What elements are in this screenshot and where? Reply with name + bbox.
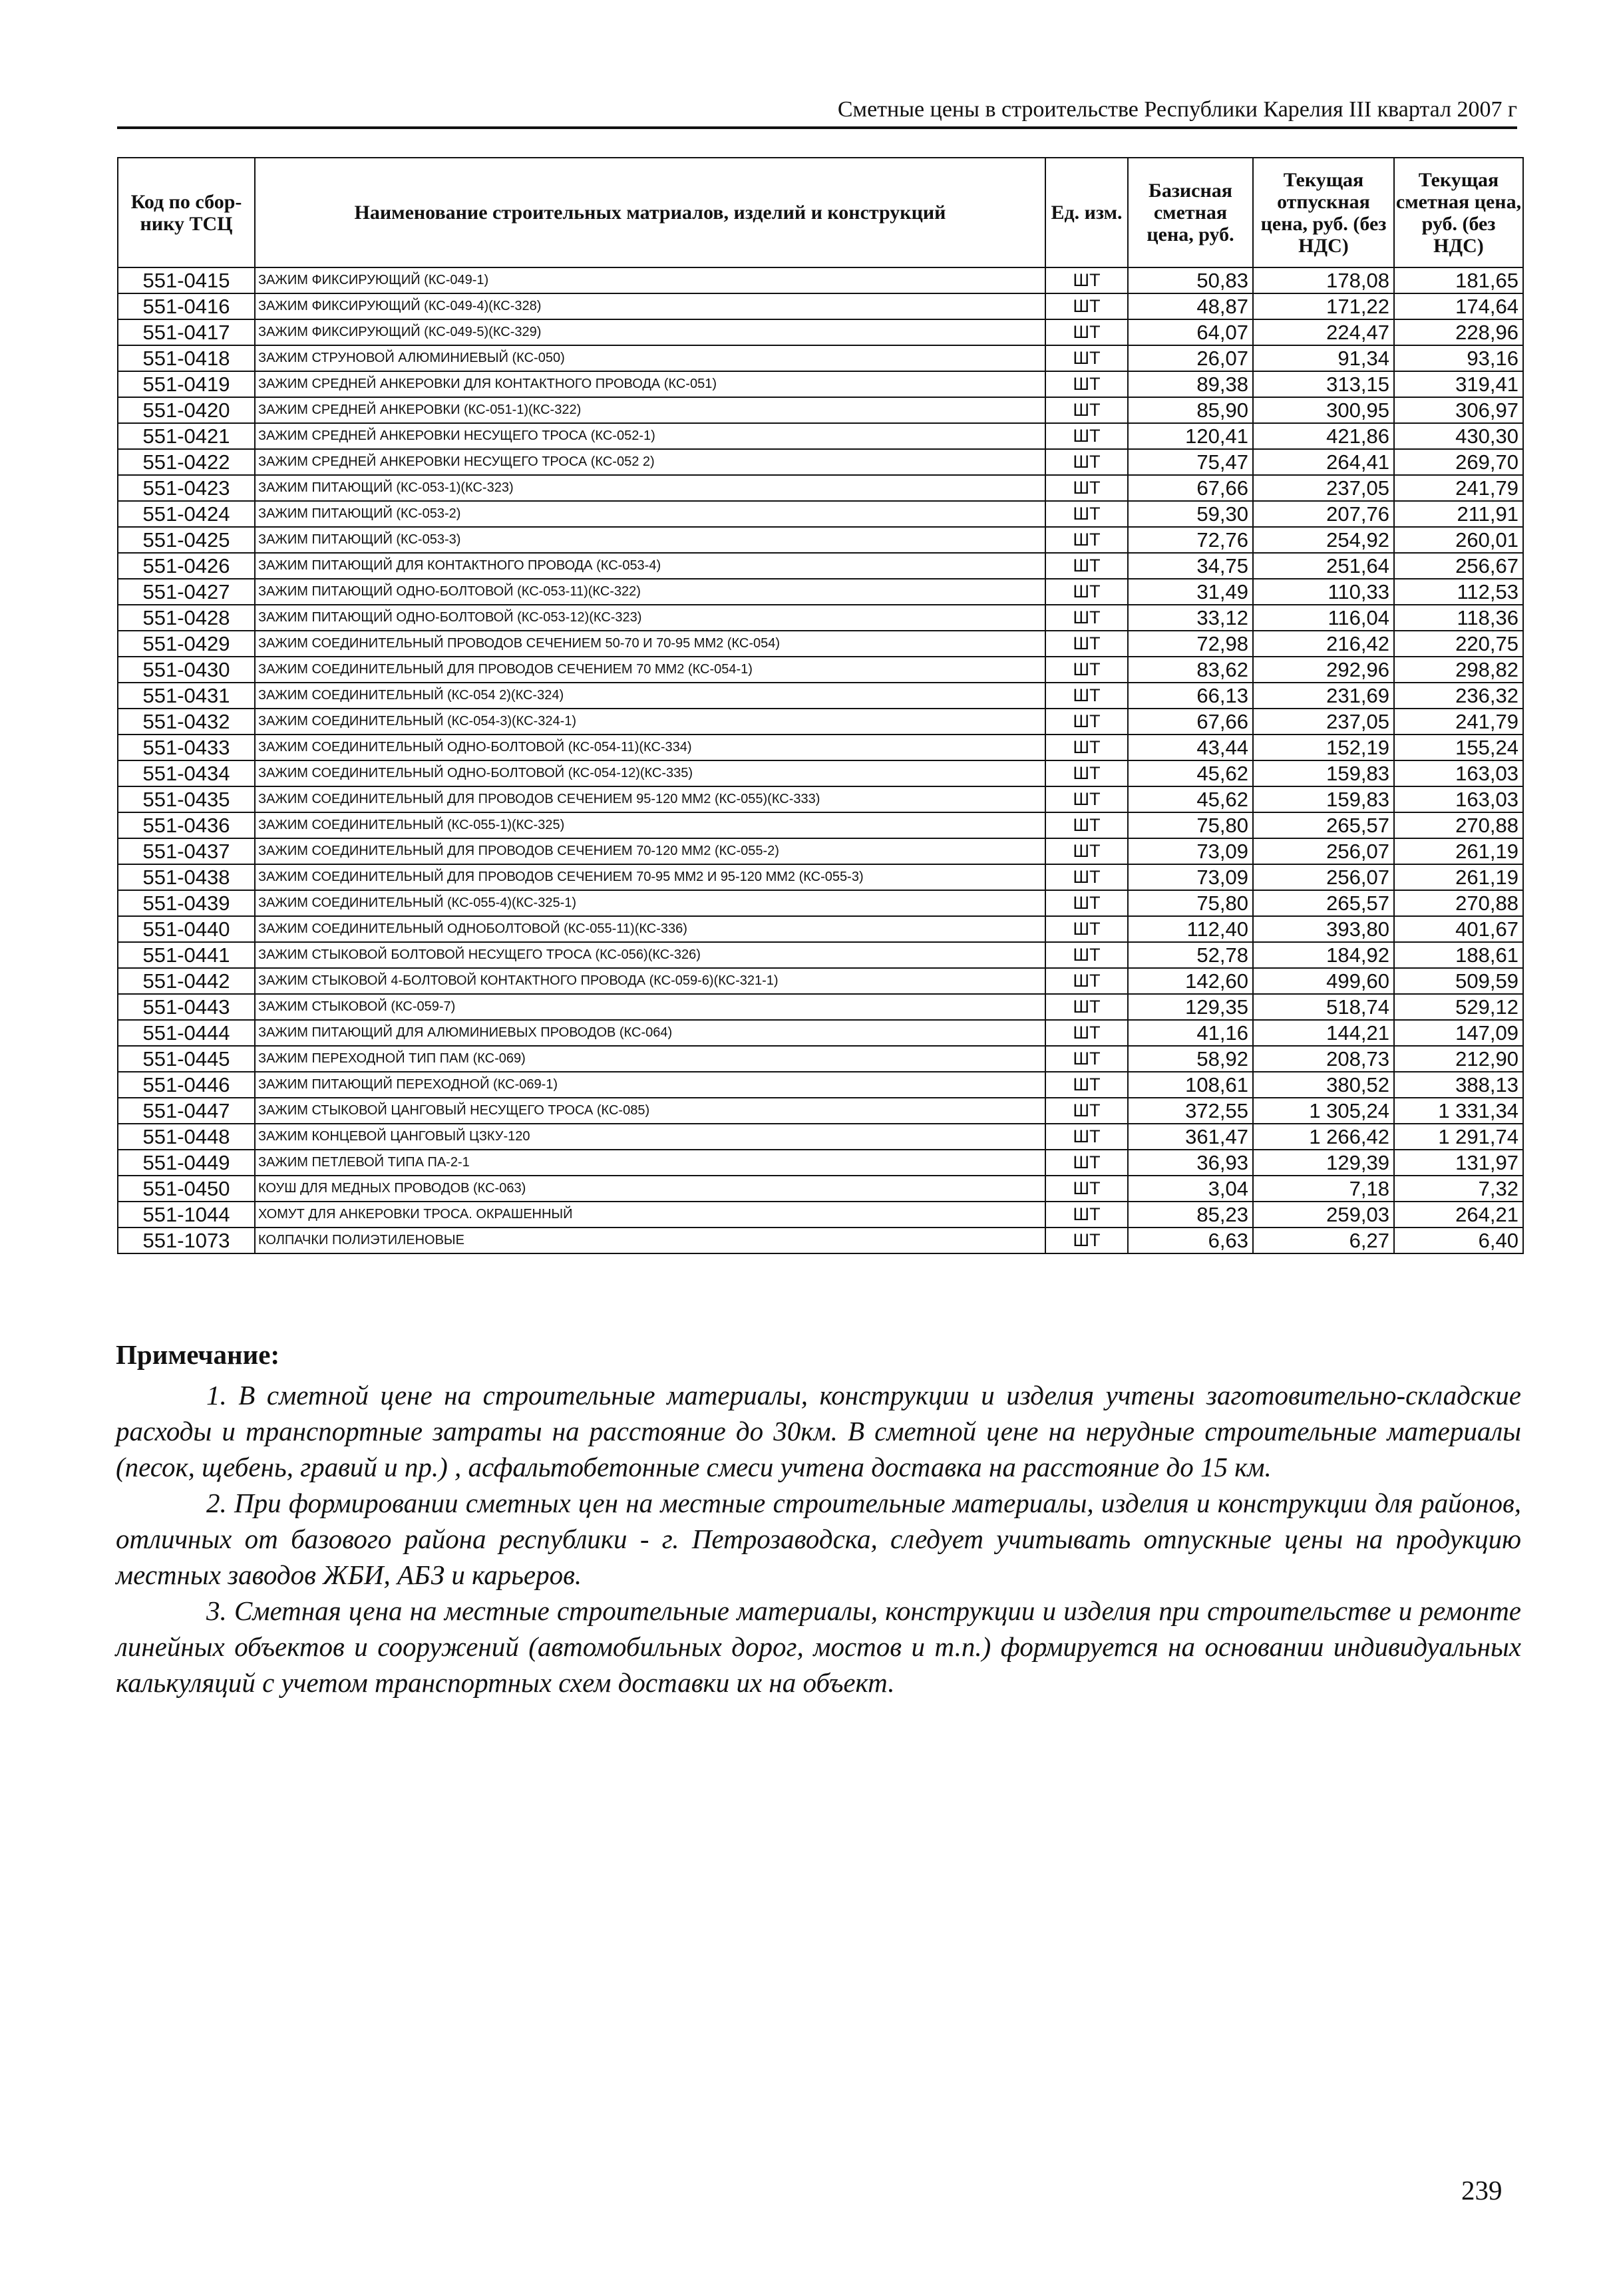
cell-estimate-price: 212,90	[1394, 1046, 1523, 1072]
cell-base-price: 85,23	[1128, 1202, 1253, 1228]
cell-base-price: 75,80	[1128, 812, 1253, 838]
table-row	[118, 1072, 1523, 1098]
cell-release-price: 216,42	[1253, 631, 1394, 657]
cell-code: 551-0429	[118, 631, 255, 657]
cell-name: ЗАЖИМ СРЕДНЕЙ АНКЕРОВКИ НЕСУЩЕГО ТРОСА (КС-052 2)	[255, 449, 1045, 475]
cell-release-price: 256,07	[1253, 864, 1394, 890]
cell-code: 551-0423	[118, 475, 255, 501]
cell-estimate-price: 163,03	[1394, 786, 1523, 812]
cell-release-price: 208,73	[1253, 1046, 1394, 1072]
table-row	[118, 527, 1523, 553]
cell-release-price: 159,83	[1253, 760, 1394, 786]
cell-estimate-price: 430,30	[1394, 423, 1523, 449]
cell-base-price: 48,87	[1128, 293, 1253, 319]
cell-unit: ШТ	[1045, 1072, 1128, 1098]
cell-name: ЗАЖИМ ПИТАЮЩИЙ (КС-053-3)	[255, 527, 1045, 553]
cell-estimate-price: 112,53	[1394, 579, 1523, 605]
cell-estimate-price: 93,16	[1394, 345, 1523, 371]
cell-unit: ШТ	[1045, 916, 1128, 942]
cell-release-price: 116,04	[1253, 605, 1394, 631]
table-row	[118, 449, 1523, 475]
cell-code: 551-0421	[118, 423, 255, 449]
cell-code: 551-0445	[118, 1046, 255, 1072]
cell-unit: ШТ	[1045, 786, 1128, 812]
column-header-name: Наименование строительных матриалов, изделий и конструкций	[255, 158, 1045, 267]
table-header-row	[118, 158, 1523, 267]
cell-release-price: 380,52	[1253, 1072, 1394, 1098]
cell-release-price: 259,03	[1253, 1202, 1394, 1228]
cell-code: 551-0438	[118, 864, 255, 890]
cell-base-price: 67,66	[1128, 475, 1253, 501]
cell-base-price: 83,62	[1128, 657, 1253, 683]
cell-base-price: 52,78	[1128, 942, 1253, 968]
cell-unit: ШТ	[1045, 1046, 1128, 1072]
cell-release-price: 231,69	[1253, 683, 1394, 709]
cell-unit: ШТ	[1045, 371, 1128, 397]
cell-estimate-price: 529,12	[1394, 994, 1523, 1020]
cell-base-price: 31,49	[1128, 579, 1253, 605]
cell-unit: ШТ	[1045, 267, 1128, 293]
cell-code: 551-0440	[118, 916, 255, 942]
cell-unit: ШТ	[1045, 1098, 1128, 1124]
column-header-unit: Ед. изм.	[1045, 158, 1128, 267]
cell-base-price: 26,07	[1128, 345, 1253, 371]
cell-release-price: 91,34	[1253, 345, 1394, 371]
cell-estimate-price: 118,36	[1394, 605, 1523, 631]
cell-name: ЗАЖИМ СТРУНОВОЙ АЛЮМИНИЕВЫЙ (КС-050)	[255, 345, 1045, 371]
cell-name: ЗАЖИМ СОЕДИНИТЕЛЬНЫЙ ДЛЯ ПРОВОДОВ СЕЧЕНИЕМ 95-120 ММ2 (КС-055)(КС-333)	[255, 786, 1045, 812]
cell-code: 551-1073	[118, 1228, 255, 1253]
cell-base-price: 59,30	[1128, 501, 1253, 527]
cell-name: КОЛПАЧКИ ПОЛИЭТИЛЕНОВЫЕ	[255, 1228, 1045, 1253]
cell-name: ЗАЖИМ ФИКСИРУЮЩИЙ (КС-049-4)(КС-328)	[255, 293, 1045, 319]
cell-release-price: 499,60	[1253, 968, 1394, 994]
cell-code: 551-0441	[118, 942, 255, 968]
cell-code: 551-0433	[118, 735, 255, 760]
cell-estimate-price: 241,79	[1394, 709, 1523, 735]
cell-code: 551-0416	[118, 293, 255, 319]
cell-estimate-price: 188,61	[1394, 942, 1523, 968]
cell-estimate-price: 261,19	[1394, 864, 1523, 890]
cell-name: ЗАЖИМ СТЫКОВОЙ ЦАНГОВЫЙ НЕСУЩЕГО ТРОСА (КС-085)	[255, 1098, 1045, 1124]
cell-release-price: 300,95	[1253, 397, 1394, 423]
cell-release-price: 251,64	[1253, 553, 1394, 579]
cell-name: ЗАЖИМ СОЕДИНИТЕЛЬНЫЙ ОДНО-БОЛТОВОЙ (КС-054-11)(КС-334)	[255, 735, 1045, 760]
cell-code: 551-0443	[118, 994, 255, 1020]
cell-unit: ШТ	[1045, 683, 1128, 709]
cell-code: 551-0419	[118, 371, 255, 397]
cell-base-price: 129,35	[1128, 994, 1253, 1020]
table-row	[118, 1124, 1523, 1150]
cell-estimate-price: 211,91	[1394, 501, 1523, 527]
table-row	[118, 890, 1523, 916]
cell-release-price: 421,86	[1253, 423, 1394, 449]
cell-base-price: 372,55	[1128, 1098, 1253, 1124]
cell-name: ЗАЖИМ ПИТАЮЩИЙ (КС-053-1)(КС-323)	[255, 475, 1045, 501]
cell-code: 551-0425	[118, 527, 255, 553]
cell-code: 551-0424	[118, 501, 255, 527]
cell-unit: ШТ	[1045, 319, 1128, 345]
cell-code: 551-0444	[118, 1020, 255, 1046]
cell-base-price: 67,66	[1128, 709, 1253, 735]
cell-unit: ШТ	[1045, 812, 1128, 838]
cell-code: 551-0442	[118, 968, 255, 994]
note-item: 2. При формировании сметных цен на местные строительные материалы, изделия и конструкции для районов, отличных от базового района республики - г. Петрозаводска, следует учитывать отпускные цены на продукцию местных заводов ЖБИ, АБЗ и карьеров.	[116, 1488, 1521, 1590]
cell-base-price: 33,12	[1128, 605, 1253, 631]
cell-release-price: 265,57	[1253, 890, 1394, 916]
table-row	[118, 657, 1523, 683]
cell-unit: ШТ	[1045, 942, 1128, 968]
cell-name: ЗАЖИМ СОЕДИНИТЕЛЬНЫЙ ОДНО-БОЛТОВОЙ (КС-054-12)(КС-335)	[255, 760, 1045, 786]
cell-name: КОУШ ДЛЯ МЕДНЫХ ПРОВОДОВ (КС-063)	[255, 1176, 1045, 1202]
cell-name: ЗАЖИМ СРЕДНЕЙ АНКЕРОВКИ НЕСУЩЕГО ТРОСА (КС-052-1)	[255, 423, 1045, 449]
cell-name: ЗАЖИМ ПИТАЮЩИЙ ПЕРЕХОДНОЙ (КС-069-1)	[255, 1072, 1045, 1098]
cell-unit: ШТ	[1045, 709, 1128, 735]
cell-release-price: 1 305,24	[1253, 1098, 1394, 1124]
cell-unit: ШТ	[1045, 994, 1128, 1020]
table-row	[118, 267, 1523, 293]
cell-unit: ШТ	[1045, 864, 1128, 890]
table-row	[118, 683, 1523, 709]
table-row	[118, 423, 1523, 449]
table-row	[118, 1202, 1523, 1228]
cell-estimate-price: 270,88	[1394, 812, 1523, 838]
cell-unit: ШТ	[1045, 293, 1128, 319]
table-row	[118, 345, 1523, 371]
cell-base-price: 6,63	[1128, 1228, 1253, 1253]
cell-unit: ШТ	[1045, 1202, 1128, 1228]
cell-code: 551-0439	[118, 890, 255, 916]
cell-unit: ШТ	[1045, 527, 1128, 553]
cell-code: 551-0431	[118, 683, 255, 709]
cell-base-price: 45,62	[1128, 760, 1253, 786]
cell-base-price: 58,92	[1128, 1046, 1253, 1072]
cell-release-price: 224,47	[1253, 319, 1394, 345]
cell-code: 551-0447	[118, 1098, 255, 1124]
cell-estimate-price: 181,65	[1394, 267, 1523, 293]
cell-release-price: 256,07	[1253, 838, 1394, 864]
cell-base-price: 72,76	[1128, 527, 1253, 553]
cell-name: ЗАЖИМ СОЕДИНИТЕЛЬНЫЙ (КС-054-3)(КС-324-1)	[255, 709, 1045, 735]
cell-release-price: 393,80	[1253, 916, 1394, 942]
table-row	[118, 1046, 1523, 1072]
cell-estimate-price: 401,67	[1394, 916, 1523, 942]
cell-name: ЗАЖИМ СОЕДИНИТЕЛЬНЫЙ ДЛЯ ПРОВОДОВ СЕЧЕНИЕМ 70-95 ММ2 И 95-120 ММ2 (КС-055-3)	[255, 864, 1045, 890]
cell-code: 551-0420	[118, 397, 255, 423]
table-row	[118, 293, 1523, 319]
page-number: 239	[1461, 2175, 1503, 2206]
note-item: 1. В сметной цене на строительные материалы, конструкции и изделия учтены заготовительно-складские расходы и транспортные затраты на расстояние до 30км. В сметной цене на нерудные строительные материалы (песок, щебень, гравий и пр.) , асфальтобетонные смеси учтена доставка на расстояние до 15 км.	[116, 1380, 1521, 1482]
table-body	[118, 267, 1523, 1253]
cell-base-price: 108,61	[1128, 1072, 1253, 1098]
table-row	[118, 942, 1523, 968]
cell-name: ЗАЖИМ ПИТАЮЩИЙ ОДНО-БОЛТОВОЙ (КС-053-11)(КС-322)	[255, 579, 1045, 605]
table-row	[118, 1176, 1523, 1202]
cell-release-price: 254,92	[1253, 527, 1394, 553]
cell-estimate-price: 319,41	[1394, 371, 1523, 397]
cell-estimate-price: 131,97	[1394, 1150, 1523, 1176]
cell-base-price: 64,07	[1128, 319, 1253, 345]
cell-estimate-price: 163,03	[1394, 760, 1523, 786]
table-row	[118, 501, 1523, 527]
cell-release-price: 237,05	[1253, 709, 1394, 735]
cell-release-price: 292,96	[1253, 657, 1394, 683]
table-row	[118, 397, 1523, 423]
cell-code: 551-0427	[118, 579, 255, 605]
cell-base-price: 75,47	[1128, 449, 1253, 475]
cell-name: ЗАЖИМ ФИКСИРУЮЩИЙ (КС-049-1)	[255, 267, 1045, 293]
table-row	[118, 760, 1523, 786]
cell-name: ЗАЖИМ ПЕРЕХОДНОЙ ТИП ПАМ (КС-069)	[255, 1046, 1045, 1072]
cell-release-price: 159,83	[1253, 786, 1394, 812]
cell-estimate-price: 1 291,74	[1394, 1124, 1523, 1150]
cell-unit: ШТ	[1045, 345, 1128, 371]
cell-name: ЗАЖИМ ПИТАЮЩИЙ ДЛЯ КОНТАКТНОГО ПРОВОДА (КС-053-4)	[255, 553, 1045, 579]
cell-code: 551-0434	[118, 760, 255, 786]
cell-estimate-price: 155,24	[1394, 735, 1523, 760]
cell-estimate-price: 306,97	[1394, 397, 1523, 423]
cell-unit: ШТ	[1045, 605, 1128, 631]
cell-release-price: 7,18	[1253, 1176, 1394, 1202]
cell-estimate-price: 6,40	[1394, 1228, 1523, 1253]
cell-estimate-price: 298,82	[1394, 657, 1523, 683]
cell-unit: ШТ	[1045, 1124, 1128, 1150]
cell-release-price: 129,39	[1253, 1150, 1394, 1176]
cell-release-price: 518,74	[1253, 994, 1394, 1020]
cell-name: ЗАЖИМ СОЕДИНИТЕЛЬНЫЙ (КС-055-4)(КС-325-1)	[255, 890, 1045, 916]
column-header-release-price: Текущая отпускная цена, руб. (без НДС)	[1253, 158, 1394, 267]
cell-estimate-price: 7,32	[1394, 1176, 1523, 1202]
cell-unit: ШТ	[1045, 1150, 1128, 1176]
cell-name: ЗАЖИМ КОНЦЕВОЙ ЦАНГОВЫЙ ЦЗКУ-120	[255, 1124, 1045, 1150]
cell-release-price: 110,33	[1253, 579, 1394, 605]
cell-base-price: 50,83	[1128, 267, 1253, 293]
cell-estimate-price: 256,67	[1394, 553, 1523, 579]
table-row	[118, 838, 1523, 864]
cell-name: ЗАЖИМ СРЕДНЕЙ АНКЕРОВКИ (КС-051-1)(КС-322)	[255, 397, 1045, 423]
cell-estimate-price: 147,09	[1394, 1020, 1523, 1046]
cell-code: 551-0450	[118, 1176, 255, 1202]
table-row	[118, 735, 1523, 760]
cell-release-price: 313,15	[1253, 371, 1394, 397]
cell-code: 551-1044	[118, 1202, 255, 1228]
cell-unit: ШТ	[1045, 657, 1128, 683]
price-table	[117, 157, 1524, 1254]
cell-base-price: 45,62	[1128, 786, 1253, 812]
cell-unit: ШТ	[1045, 631, 1128, 657]
cell-base-price: 89,38	[1128, 371, 1253, 397]
cell-name: ЗАЖИМ СОЕДИНИТЕЛЬНЫЙ (КС-054 2)(КС-324)	[255, 683, 1045, 709]
cell-code: 551-0448	[118, 1124, 255, 1150]
cell-unit: ШТ	[1045, 1020, 1128, 1046]
table-row	[118, 1020, 1523, 1046]
cell-name: ХОМУТ ДЛЯ АНКЕРОВКИ ТРОСА. ОКРАШЕННЫЙ	[255, 1202, 1045, 1228]
table-row	[118, 786, 1523, 812]
cell-estimate-price: 236,32	[1394, 683, 1523, 709]
cell-release-price: 237,05	[1253, 475, 1394, 501]
cell-base-price: 85,90	[1128, 397, 1253, 423]
cell-estimate-price: 220,75	[1394, 631, 1523, 657]
column-header-code: Код по сбор-нику ТСЦ	[118, 158, 255, 267]
running-header: Сметные цены в строительстве Республики Карелия III квартал 2007 г	[117, 96, 1517, 129]
table-row	[118, 553, 1523, 579]
cell-code: 551-0428	[118, 605, 255, 631]
cell-name: ЗАЖИМ СОЕДИНИТЕЛЬНЫЙ (КС-055-1)(КС-325)	[255, 812, 1045, 838]
cell-code: 551-0417	[118, 319, 255, 345]
cell-code: 551-0436	[118, 812, 255, 838]
cell-name: ЗАЖИМ ПИТАЮЩИЙ ОДНО-БОЛТОВОЙ (КС-053-12)(КС-323)	[255, 605, 1045, 631]
cell-name: ЗАЖИМ ПЕТЛЕВОЙ ТИПА ПА-2-1	[255, 1150, 1045, 1176]
cell-code: 551-0418	[118, 345, 255, 371]
table-row	[118, 1098, 1523, 1124]
cell-name: ЗАЖИМ СТЫКОВОЙ БОЛТОВОЙ НЕСУЩЕГО ТРОСА (КС-056)(КС-326)	[255, 942, 1045, 968]
table-row	[118, 812, 1523, 838]
cell-base-price: 66,13	[1128, 683, 1253, 709]
cell-name: ЗАЖИМ СТЫКОВОЙ 4-БОЛТОВОЙ КОНТАКТНОГО ПРОВОДА (КС-059-6)(КС-321-1)	[255, 968, 1045, 994]
cell-release-price: 207,76	[1253, 501, 1394, 527]
cell-base-price: 112,40	[1128, 916, 1253, 942]
cell-name: ЗАЖИМ ПИТАЮЩИЙ (КС-053-2)	[255, 501, 1045, 527]
cell-unit: ШТ	[1045, 449, 1128, 475]
cell-unit: ШТ	[1045, 579, 1128, 605]
notes-heading: Примечание:	[116, 1339, 280, 1370]
cell-name: ЗАЖИМ СОЕДИНИТЕЛЬНЫЙ ДЛЯ ПРОВОДОВ СЕЧЕНИЕМ 70 ММ2 (КС-054-1)	[255, 657, 1045, 683]
cell-release-price: 264,41	[1253, 449, 1394, 475]
cell-code: 551-0446	[118, 1072, 255, 1098]
cell-estimate-price: 269,70	[1394, 449, 1523, 475]
cell-unit: ШТ	[1045, 735, 1128, 760]
cell-estimate-price: 270,88	[1394, 890, 1523, 916]
cell-estimate-price: 174,64	[1394, 293, 1523, 319]
column-header-base-price: Базисная сметная цена, руб.	[1128, 158, 1253, 267]
cell-name: ЗАЖИМ СРЕДНЕЙ АНКЕРОВКИ ДЛЯ КОНТАКТНОГО ПРОВОДА (КС-051)	[255, 371, 1045, 397]
cell-release-price: 178,08	[1253, 267, 1394, 293]
cell-base-price: 34,75	[1128, 553, 1253, 579]
cell-code: 551-0426	[118, 553, 255, 579]
table-row	[118, 968, 1523, 994]
cell-name: ЗАЖИМ СОЕДИНИТЕЛЬНЫЙ ОДНОБОЛТОВОЙ (КС-055-11)(КС-336)	[255, 916, 1045, 942]
cell-release-price: 6,27	[1253, 1228, 1394, 1253]
cell-unit: ШТ	[1045, 501, 1128, 527]
cell-unit: ШТ	[1045, 890, 1128, 916]
cell-estimate-price: 261,19	[1394, 838, 1523, 864]
cell-code: 551-0449	[118, 1150, 255, 1176]
cell-base-price: 36,93	[1128, 1150, 1253, 1176]
cell-base-price: 72,98	[1128, 631, 1253, 657]
cell-release-price: 144,21	[1253, 1020, 1394, 1046]
cell-estimate-price: 509,59	[1394, 968, 1523, 994]
table-row	[118, 864, 1523, 890]
table-row	[118, 371, 1523, 397]
cell-base-price: 41,16	[1128, 1020, 1253, 1046]
cell-code: 551-0415	[118, 267, 255, 293]
cell-name: ЗАЖИМ ПИТАЮЩИЙ ДЛЯ АЛЮМИНИЕВЫХ ПРОВОДОВ (КС-064)	[255, 1020, 1045, 1046]
cell-code: 551-0437	[118, 838, 255, 864]
cell-base-price: 120,41	[1128, 423, 1253, 449]
cell-release-price: 184,92	[1253, 942, 1394, 968]
cell-estimate-price: 388,13	[1394, 1072, 1523, 1098]
cell-unit: ШТ	[1045, 397, 1128, 423]
table-row	[118, 319, 1523, 345]
cell-unit: ШТ	[1045, 475, 1128, 501]
cell-code: 551-0422	[118, 449, 255, 475]
table-row	[118, 631, 1523, 657]
cell-base-price: 3,04	[1128, 1176, 1253, 1202]
cell-unit: ШТ	[1045, 760, 1128, 786]
table-row	[118, 475, 1523, 501]
table-row	[118, 709, 1523, 735]
notes-section	[116, 1339, 1521, 1701]
cell-unit: ШТ	[1045, 1228, 1128, 1253]
table-row	[118, 1150, 1523, 1176]
cell-estimate-price: 241,79	[1394, 475, 1523, 501]
cell-unit: ШТ	[1045, 423, 1128, 449]
table-row	[118, 579, 1523, 605]
table-row	[118, 994, 1523, 1020]
table-row	[118, 1228, 1523, 1253]
note-item: 3. Сметная цена на местные строительные материалы, конструкции и изделия при строительстве и ремонте линейных объектов и сооружений (автомобильных дорог, мостов и т.п.) формируется на основании индивидуальных калькуляций с учетом транспортных схем доставки их на объект.	[116, 1595, 1521, 1698]
cell-base-price: 75,80	[1128, 890, 1253, 916]
cell-estimate-price: 264,21	[1394, 1202, 1523, 1228]
cell-base-price: 73,09	[1128, 864, 1253, 890]
cell-name: ЗАЖИМ СОЕДИНИТЕЛЬНЫЙ ПРОВОДОВ СЕЧЕНИЕМ 50-70 И 70-95 ММ2 (КС-054)	[255, 631, 1045, 657]
cell-name: ЗАЖИМ СТЫКОВОЙ (КС-059-7)	[255, 994, 1045, 1020]
table-row	[118, 916, 1523, 942]
cell-code: 551-0430	[118, 657, 255, 683]
cell-base-price: 361,47	[1128, 1124, 1253, 1150]
cell-unit: ШТ	[1045, 1176, 1128, 1202]
cell-unit: ШТ	[1045, 838, 1128, 864]
cell-estimate-price: 1 331,34	[1394, 1098, 1523, 1124]
cell-code: 551-0435	[118, 786, 255, 812]
cell-release-price: 1 266,42	[1253, 1124, 1394, 1150]
cell-estimate-price: 260,01	[1394, 527, 1523, 553]
column-header-estimate-price: Текущая сметная цена, руб. (без НДС)	[1394, 158, 1523, 267]
cell-release-price: 152,19	[1253, 735, 1394, 760]
cell-unit: ШТ	[1045, 968, 1128, 994]
cell-estimate-price: 228,96	[1394, 319, 1523, 345]
cell-base-price: 43,44	[1128, 735, 1253, 760]
cell-base-price: 142,60	[1128, 968, 1253, 994]
cell-release-price: 171,22	[1253, 293, 1394, 319]
cell-name: ЗАЖИМ СОЕДИНИТЕЛЬНЫЙ ДЛЯ ПРОВОДОВ СЕЧЕНИЕМ 70-120 ММ2 (КС-055-2)	[255, 838, 1045, 864]
cell-code: 551-0432	[118, 709, 255, 735]
cell-name: ЗАЖИМ ФИКСИРУЮЩИЙ (КС-049-5)(КС-329)	[255, 319, 1045, 345]
table-row	[118, 605, 1523, 631]
cell-unit: ШТ	[1045, 553, 1128, 579]
cell-base-price: 73,09	[1128, 838, 1253, 864]
cell-release-price: 265,57	[1253, 812, 1394, 838]
